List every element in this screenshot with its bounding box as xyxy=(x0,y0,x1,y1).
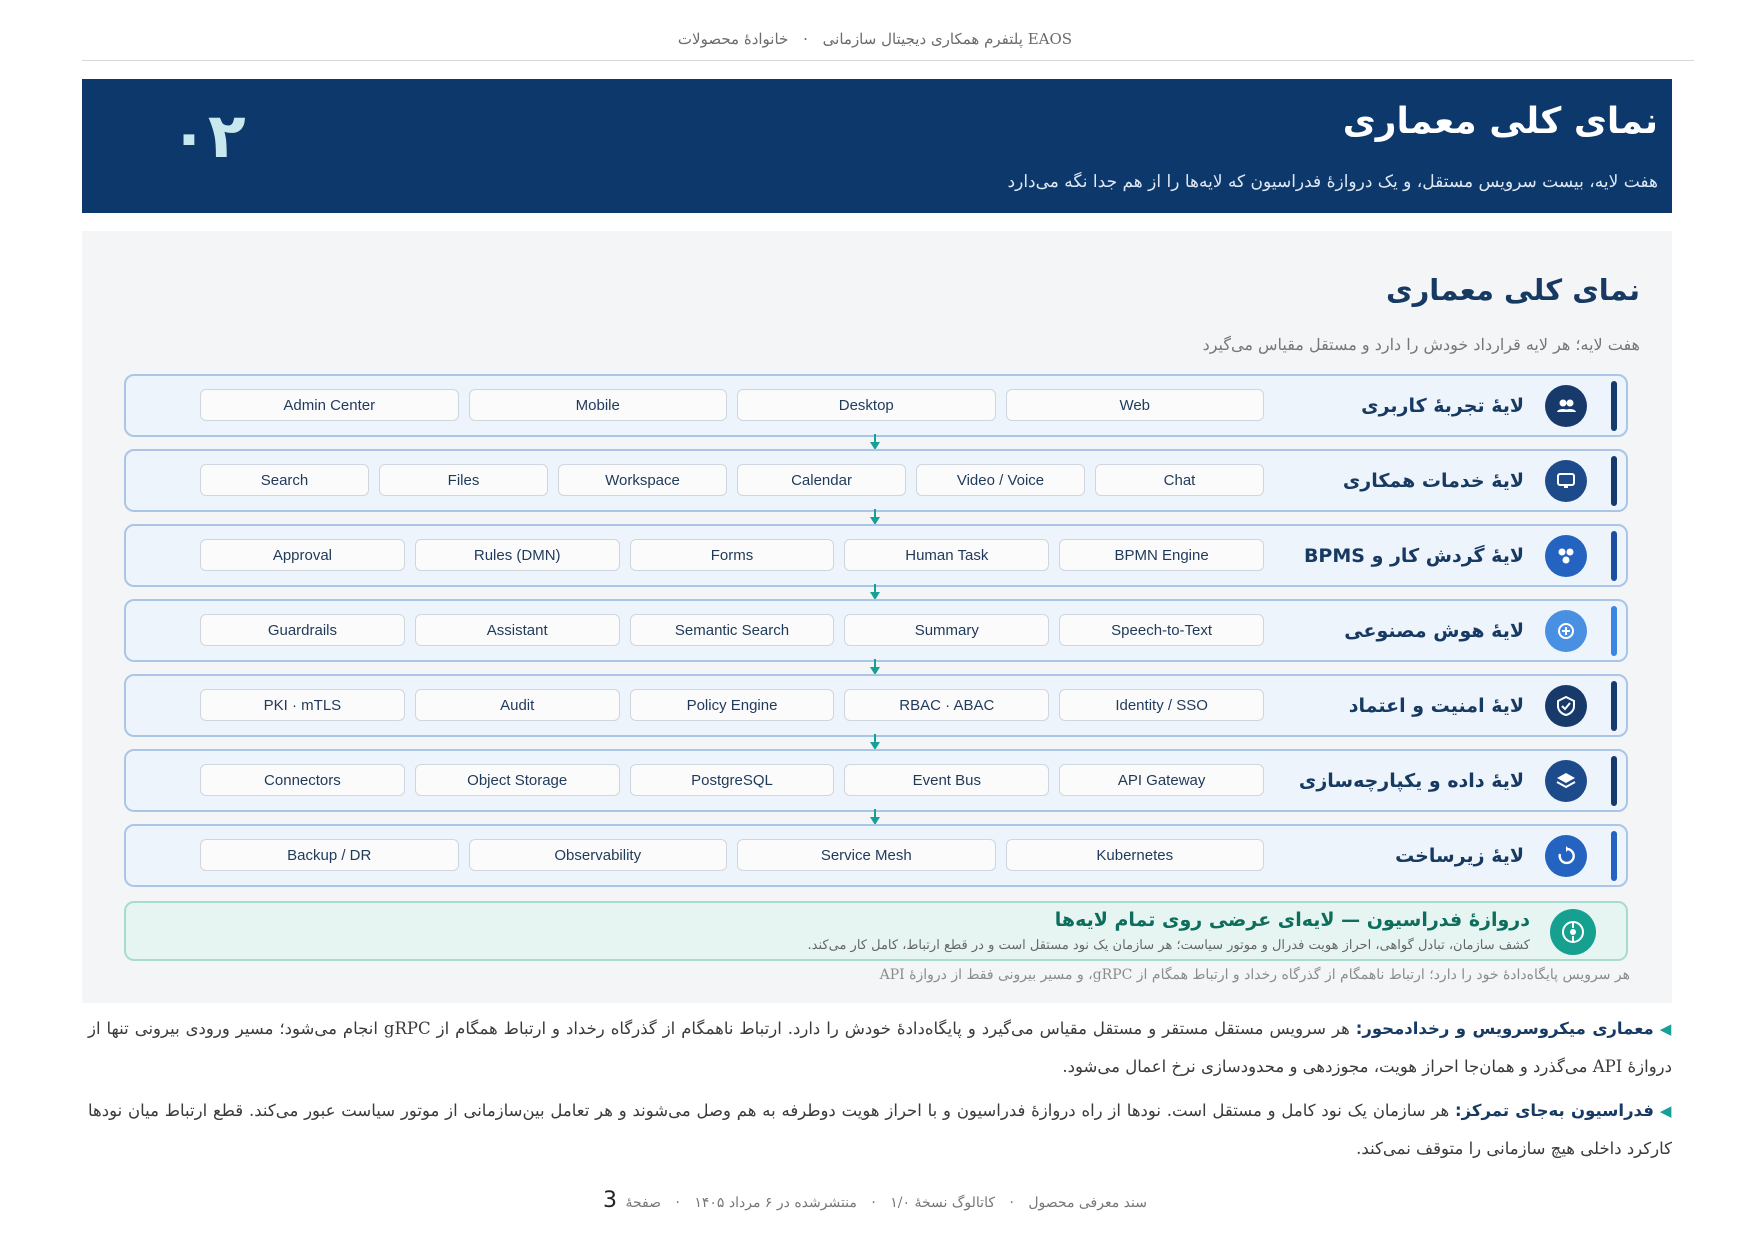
service-chip: API Gateway xyxy=(1059,764,1264,796)
layers-icon xyxy=(1545,760,1587,802)
running-head-product: پلتفرم همکاری دیجیتال سازمانی xyxy=(822,30,1023,48)
service-chip: Desktop xyxy=(737,389,996,421)
service-chip: Files xyxy=(379,464,548,496)
layer-name: لایهٔ امنیت و اعتماد xyxy=(1348,694,1524,717)
service-chip: BPMN Engine xyxy=(1059,539,1264,571)
service-chip: Forms xyxy=(630,539,835,571)
service-chip: PostgreSQL xyxy=(630,764,835,796)
service-chip: PKI · mTLS xyxy=(200,689,405,721)
layer-accent-bar xyxy=(1611,756,1617,806)
paragraph-federation xyxy=(88,1092,1672,1167)
paragraph-lead: فدراسیون به‌جای تمرکز: xyxy=(1455,1101,1654,1120)
service-chip: Chat xyxy=(1095,464,1264,496)
service-chip: Summary xyxy=(844,614,1049,646)
paragraph-lead: معماری میکروسرویس و رخدادمحور: xyxy=(1355,1019,1654,1038)
users-icon xyxy=(1545,385,1587,427)
footer-separator: · xyxy=(1009,1195,1014,1211)
footer-separator: · xyxy=(871,1195,876,1211)
layer-name: لایهٔ گردش کار و BPMS xyxy=(1303,544,1524,567)
service-chip: Audit xyxy=(415,689,620,721)
service-chip: Approval xyxy=(200,539,405,571)
architecture-figure xyxy=(82,231,1672,1003)
gateway-title: دروازهٔ فدراسیون — لایه‌ای عرضی روی تمام لایه‌ها xyxy=(1054,909,1530,931)
service-chip: Observability xyxy=(469,839,728,871)
layer-name: لایهٔ زیرساخت xyxy=(1395,844,1524,867)
service-chip: Guardrails xyxy=(200,614,405,646)
service-chip: Speech-to-Text xyxy=(1059,614,1264,646)
gateway-description: کشف سازمان، تبادل گواهی، احراز هویت فدرال و موتور سیاست؛ هر سازمان یک نود مستقل است و در قطع ارتباط، کامل کار می‌کند. xyxy=(807,938,1530,953)
section-number: ۰۲ xyxy=(170,99,246,172)
chat-icon xyxy=(1545,460,1587,502)
service-chip: Service Mesh xyxy=(737,839,996,871)
service-chip: Identity / SSO xyxy=(1059,689,1264,721)
paragraph-microservices xyxy=(88,1010,1672,1085)
layer-name: لایهٔ خدمات همکاری xyxy=(1342,469,1524,492)
workflow-icon xyxy=(1545,535,1587,577)
shield-icon xyxy=(1545,685,1587,727)
bullet-triangle-icon: ◀ xyxy=(1659,1020,1672,1038)
architecture-layer xyxy=(124,674,1628,737)
service-chip: Connectors xyxy=(200,764,405,796)
layer-name: لایهٔ هوش مصنوعی xyxy=(1344,619,1524,642)
service-chip: Semantic Search xyxy=(630,614,835,646)
layer-accent-bar xyxy=(1611,531,1617,581)
footer-doc-type: سند معرفی محصول xyxy=(1028,1195,1147,1211)
service-chip: Mobile xyxy=(469,389,728,421)
layer-accent-bar xyxy=(1611,681,1617,731)
layer-accent-bar xyxy=(1611,831,1617,881)
layer-services xyxy=(200,839,1264,871)
service-chip: Calendar xyxy=(737,464,906,496)
architecture-layer xyxy=(124,449,1628,512)
service-chip: Backup / DR xyxy=(200,839,459,871)
architecture-layer xyxy=(124,524,1628,587)
paragraph-body: هر سازمان یک نود کامل و مستقل است. نودها از راه دروازهٔ فدراسیون و با احراز هویت دوطرفه به هم وصل می‌شوند و هر تعامل بین‌سازمانی از موتور سیاست عبور می‌کند. قطع ارتباط میان نودها کارکرد داخلی هیچ سازمانی را متوقف نمی‌کند. xyxy=(88,1101,1672,1158)
page-number: 3 xyxy=(603,1188,618,1213)
layer-accent-bar xyxy=(1611,456,1617,506)
service-chip: Human Task xyxy=(844,539,1049,571)
federation-gateway xyxy=(124,901,1628,961)
footer-page-label: صفحهٔ xyxy=(625,1195,661,1211)
service-chip: Policy Engine xyxy=(630,689,835,721)
layer-name: لایهٔ تجربهٔ کاربری xyxy=(1361,394,1524,417)
service-chip: Rules (DMN) xyxy=(415,539,620,571)
running-head xyxy=(0,30,1750,48)
service-chip: Web xyxy=(1006,389,1265,421)
layer-accent-bar xyxy=(1611,606,1617,656)
service-chip: Object Storage xyxy=(415,764,620,796)
section-banner xyxy=(82,79,1672,213)
footer-version: کاتالوگ نسخهٔ ۱/۰ xyxy=(890,1195,995,1211)
figure-note: هر سرویس پایگاه‌دادهٔ خود را دارد؛ ارتباط ناهمگام از گذرگاه رخداد و ارتباط همگام از gRPC، و مسیر بیرونی فقط از دروازهٔ API xyxy=(879,967,1630,983)
running-head-separator: · xyxy=(803,30,808,48)
architecture-layer xyxy=(124,824,1628,887)
service-chip: Search xyxy=(200,464,369,496)
service-chip: Workspace xyxy=(558,464,727,496)
footer-published: منتشرشده در ۶ مرداد ۱۴۰۵ xyxy=(694,1195,857,1211)
architecture-layer xyxy=(124,374,1628,437)
service-chip: Admin Center xyxy=(200,389,459,421)
page-footer xyxy=(0,1188,1750,1213)
bullet-triangle-icon: ◀ xyxy=(1659,1102,1672,1120)
footer-separator: · xyxy=(675,1195,680,1211)
header-rule xyxy=(82,60,1694,61)
layer-services xyxy=(200,389,1264,421)
ai-icon xyxy=(1545,610,1587,652)
layer-services xyxy=(200,689,1264,721)
figure-title: نمای کلی معماری xyxy=(1386,273,1640,307)
paragraph-body: هر سرویس مستقل مستقر و مستقل مقیاس می‌گیرد و پایگاه‌دادهٔ خودش را دارد. ارتباط ناهمگام از گذرگاه رخداد و ارتباط همگام از gRPC انجام می‌شود؛ مسیر ورودی بیرونی تنها از دروازهٔ API می‌گذرد و همان‌جا احراز هویت، مجوزدهی و محدودسازی نرخ اعمال می‌شود. xyxy=(88,1019,1672,1076)
layer-services xyxy=(200,464,1264,496)
layer-services xyxy=(200,539,1264,571)
architecture-layer xyxy=(124,749,1628,812)
service-chip: Video / Voice xyxy=(916,464,1085,496)
service-chip: RBAC · ABAC xyxy=(844,689,1049,721)
service-chip: Assistant xyxy=(415,614,620,646)
section-title: نمای کلی معماری xyxy=(1342,101,1658,142)
service-chip: Kubernetes xyxy=(1006,839,1265,871)
refresh-icon xyxy=(1545,835,1587,877)
running-head-family: خانوادهٔ محصولات EAOS xyxy=(677,30,1073,48)
figure-subtitle: هفت لایه؛ هر لایه قرارداد خودش را دارد و مستقل مقیاس می‌گیرد xyxy=(1202,335,1640,354)
section-subtitle: هفت لایه، بیست سرویس مستقل، و یک دروازهٔ فدراسیون که لایه‌ها را از هم جدا نگه می‌دارد xyxy=(1007,172,1658,192)
layer-services xyxy=(200,764,1264,796)
federation-icon xyxy=(1550,909,1596,955)
architecture-layer xyxy=(124,599,1628,662)
layer-services xyxy=(200,614,1264,646)
layer-name: لایهٔ داده و یکپارچه‌سازی xyxy=(1298,769,1524,792)
service-chip: Event Bus xyxy=(844,764,1049,796)
layer-accent-bar xyxy=(1611,381,1617,431)
